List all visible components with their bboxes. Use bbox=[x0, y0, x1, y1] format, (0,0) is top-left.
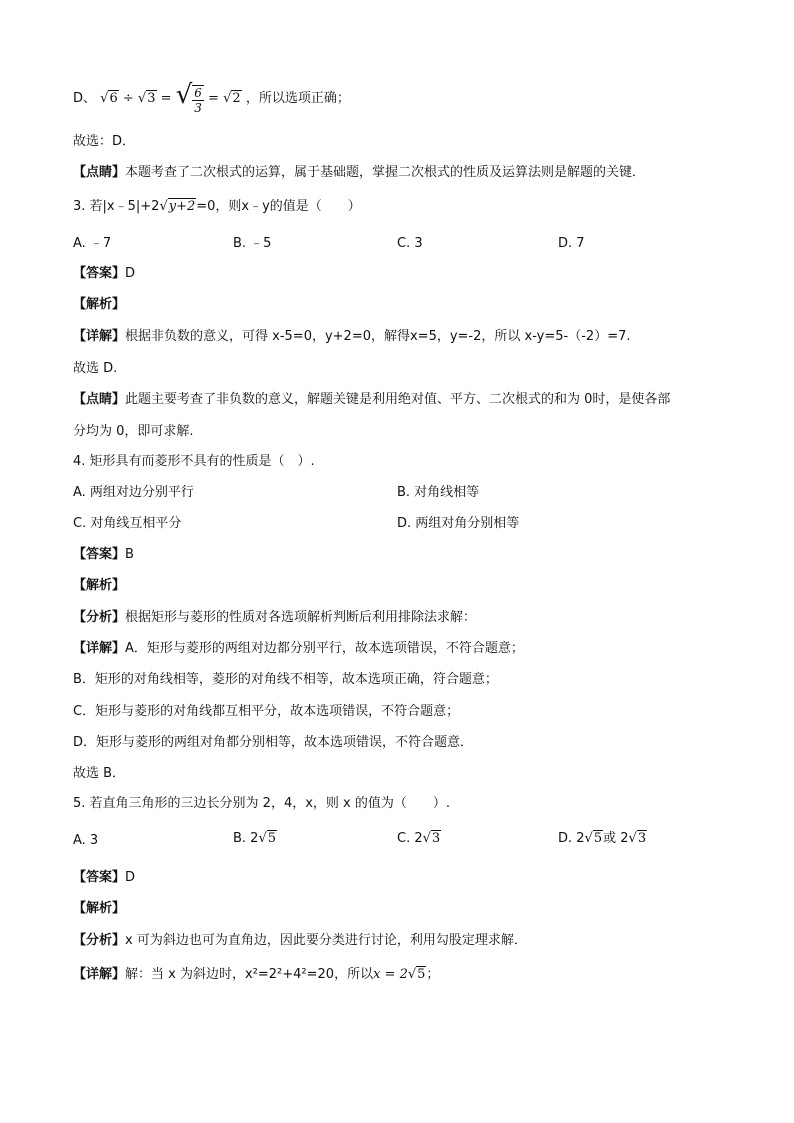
q4-analysis bbox=[73, 611, 476, 624]
q5-d-rad2: 3 bbox=[637, 831, 647, 846]
q4-detail-b: B．矩形的对角线相等，菱形的对角线不相等，故本选项正确，符合题意； bbox=[73, 672, 498, 687]
q3-answer bbox=[73, 267, 135, 280]
q5-detail-suffix: ； bbox=[426, 967, 440, 982]
q5-analysis-text: x 可为斜边也可为直角边，因此要分类进行讨论，利用勾股定理求解． bbox=[125, 933, 527, 948]
q4-detail-c: C．矩形与菱形的对角线都互相平分，故本选项错误，不符合题意； bbox=[73, 704, 460, 719]
q4-detail-d: D．矩形与菱形的两组对角都分别相等，故本选项错误，不符合题意． bbox=[73, 735, 474, 750]
q5-d-rad1: 5 bbox=[593, 831, 603, 846]
sqrt-fraction: √ $\frac{6}{3}$ bbox=[175, 80, 202, 115]
choose-d: 故选：D． bbox=[73, 134, 136, 149]
sqrt-3: √3 bbox=[137, 90, 156, 106]
q5-b-sqrt: √5 bbox=[258, 831, 277, 846]
dianjing-text: 本题考查了二次根式的运算，属于基础题，掌握二次根式的性质及运算法则是解题的关键． bbox=[125, 165, 646, 180]
q5-jiexi: 【解析】 bbox=[73, 901, 126, 916]
q5-answer bbox=[73, 871, 135, 884]
q3-option-b: B. ﹣5 bbox=[233, 236, 272, 251]
q5-c-prefix: C. 2 bbox=[397, 831, 423, 846]
d-option-suffix: ，所以选项正确； bbox=[245, 90, 350, 106]
q5-b-rad: 5 bbox=[267, 831, 277, 846]
dianjing-tag: 【点睛】 bbox=[73, 165, 126, 180]
detail-tag: 【详解】 bbox=[73, 641, 126, 656]
q5-b-prefix: B. 2 bbox=[233, 831, 259, 846]
q3-answer-value: D bbox=[125, 266, 136, 281]
q4-option-c: C. 对角线互相平分 bbox=[73, 516, 182, 531]
q3-jiexi: 【解析】 bbox=[73, 297, 126, 312]
q5-c-sqrt: √3 bbox=[422, 831, 441, 846]
q5-d-sqrt2: √3 bbox=[628, 831, 647, 846]
q4-detail-a-text: A．矩形与菱形的两组对边都分别平行，故本选项错误，不符合题意； bbox=[125, 641, 524, 656]
analysis-tag: 【分析】 bbox=[73, 610, 126, 625]
q4-choose: 故选 B． bbox=[73, 766, 126, 781]
q4-option-d: D. 两组对角分别相等 bbox=[397, 516, 520, 531]
dianjing-tag: 【点睛】 bbox=[73, 392, 126, 407]
q5-analysis bbox=[73, 934, 527, 947]
answer-tag: 【答案】 bbox=[73, 547, 126, 562]
q5-detail-math: x = 2 bbox=[373, 967, 408, 982]
q3-detail bbox=[73, 330, 631, 343]
q3-dianjing-line1: 此题主要考查了非负数的意义，解题关键是利用绝对值、平方、二次根式的和为 0时，是使各部 bbox=[125, 392, 671, 407]
q3-rad-content: y+2 bbox=[168, 199, 196, 214]
q5-option-a: A. 3 bbox=[73, 833, 99, 848]
d-option-line: D、 √6 ÷ √3 = √ $\frac{6}{3}$ = √2 ，所以选项正确； bbox=[73, 80, 350, 115]
q4-title: 4. 矩形具有而菱形不具有的性质是（ ）. bbox=[73, 454, 315, 469]
q4-answer bbox=[73, 548, 134, 561]
q4-option-a: A. 两组对边分别平行 bbox=[73, 485, 194, 500]
analysis-tag: 【分析】 bbox=[73, 933, 126, 948]
q4-answer-value: B bbox=[125, 547, 134, 562]
q5-option-d bbox=[558, 832, 647, 845]
sqrt-6: √6 bbox=[100, 90, 118, 106]
answer-tag: 【答案】 bbox=[73, 870, 126, 885]
dianjing-1 bbox=[73, 166, 645, 179]
detail-tag: 【详解】 bbox=[73, 967, 126, 982]
q5-d-prefix: D. 2 bbox=[558, 831, 585, 846]
q5-detail-rad: 5 bbox=[417, 967, 426, 982]
q3-option-d: D. 7 bbox=[558, 236, 585, 251]
q3-prefix: 3. 若|x﹣5|+2 bbox=[73, 199, 160, 214]
q5-c-rad: 3 bbox=[431, 831, 441, 846]
q5-option-c bbox=[397, 832, 441, 845]
q5-detail-sqrt: √5 bbox=[407, 967, 426, 982]
q3-suffix: =0，则x﹣y的值是（ ） bbox=[196, 199, 361, 214]
q5-d-sqrt1: √5 bbox=[584, 831, 603, 846]
q3-option-a: A. ﹣7 bbox=[73, 236, 112, 251]
q4-jiexi: 【解析】 bbox=[73, 578, 126, 593]
q4-detail-a bbox=[73, 642, 524, 655]
q3-sqrt: √y+2 bbox=[159, 199, 196, 214]
q5-answer-value: D bbox=[125, 870, 136, 885]
d-option-prefix: D、 bbox=[73, 90, 97, 106]
q4-option-b: B. 对角线相等 bbox=[397, 485, 480, 500]
q3-title bbox=[73, 200, 361, 213]
q5-option-b bbox=[233, 832, 277, 845]
q3-choose: 故选 D. bbox=[73, 361, 118, 376]
q5-d-mid: 或 2 bbox=[603, 831, 629, 846]
q4-analysis-text: 根据矩形与菱形的性质对各选项解析判断后利用排除法求解： bbox=[125, 610, 477, 625]
q5-title: 5. 若直角三角形的三边长分别为 2，4，x，则 x 的值为（ ）. bbox=[73, 796, 450, 811]
q5-detail-prefix: 解：当 x 为斜边时，x²=2²+4²=20，所以 bbox=[125, 967, 374, 982]
answer-tag: 【答案】 bbox=[73, 266, 126, 281]
sqrt-2: √2 bbox=[223, 90, 241, 106]
q3-option-c: C. 3 bbox=[397, 236, 423, 251]
q5-detail bbox=[73, 968, 439, 981]
detail-tag: 【详解】 bbox=[73, 329, 126, 344]
q3-dianjing bbox=[73, 393, 670, 406]
q3-detail-text: 根据非负数的意义，可得 x-5=0，y+2=0，解得x=5，y=-2，所以 x-y=5-（-2）=7. bbox=[125, 329, 631, 344]
q3-dianjing-line2: 分均为 0，即可求解. bbox=[73, 424, 194, 439]
